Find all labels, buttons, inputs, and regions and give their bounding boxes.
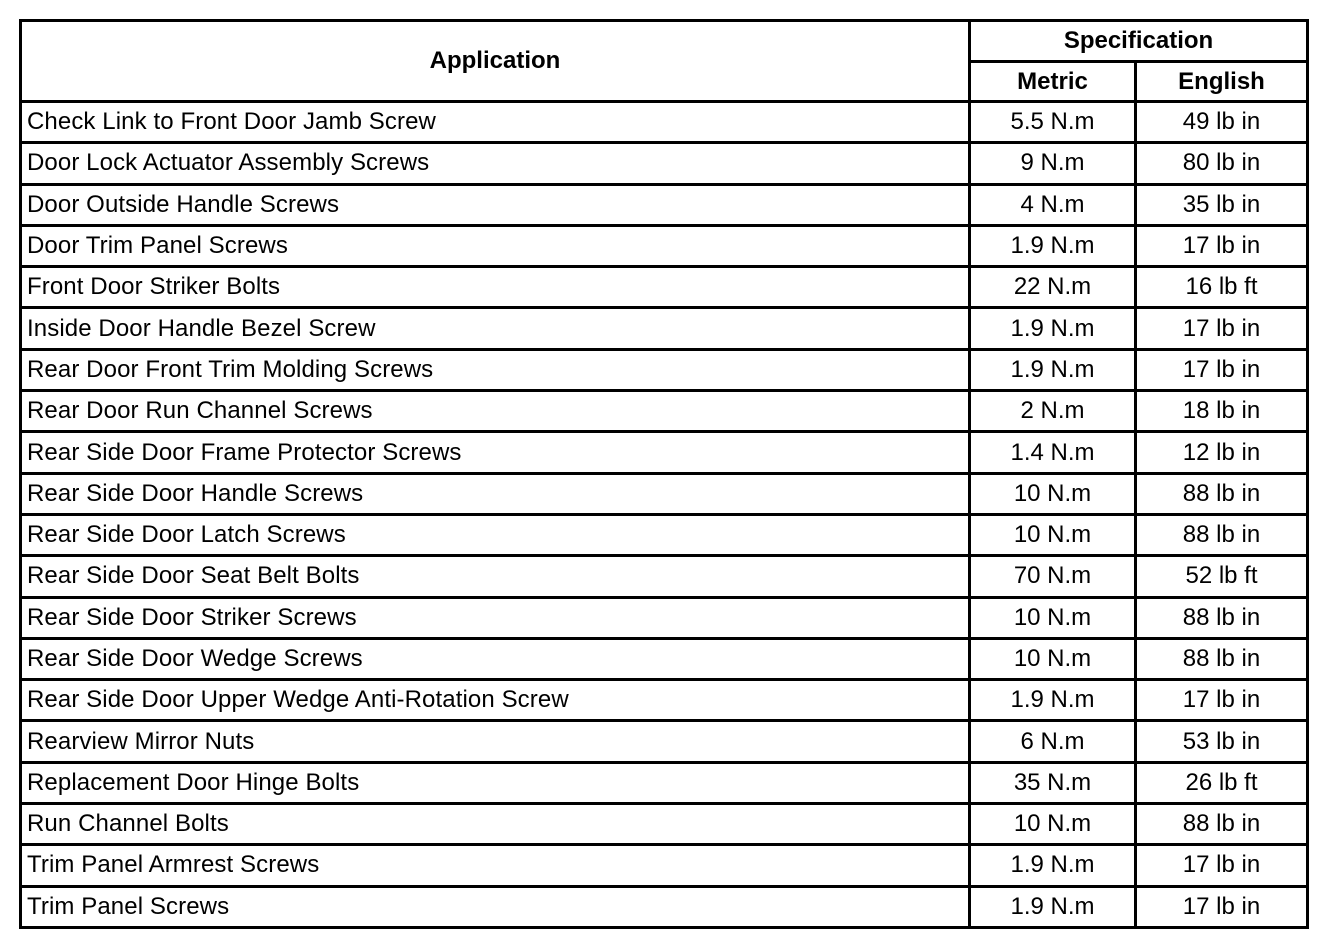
- metric-value-cell: 1.9 N.m: [970, 225, 1136, 266]
- english-value-cell: 17 lb in: [1136, 680, 1308, 721]
- table-row: [21, 143, 1308, 184]
- specification-column-header: Specification: [970, 21, 1308, 62]
- table-row: [21, 267, 1308, 308]
- application-cell: Rear Side Door Wedge Screws: [21, 638, 970, 679]
- metric-value-cell: 9 N.m: [970, 143, 1136, 184]
- application-cell: Rear Side Door Upper Wedge Anti-Rotation Screw: [21, 680, 970, 721]
- table-row: [21, 721, 1308, 762]
- metric-value-cell: 10 N.m: [970, 638, 1136, 679]
- english-value-cell: 88 lb in: [1136, 514, 1308, 555]
- application-cell: Replacement Door Hinge Bolts: [21, 762, 970, 803]
- table-row: [21, 762, 1308, 803]
- application-cell: Run Channel Bolts: [21, 804, 970, 845]
- application-cell: Rearview Mirror Nuts: [21, 721, 970, 762]
- table-row: [21, 473, 1308, 514]
- metric-value-cell: 10 N.m: [970, 597, 1136, 638]
- metric-value-cell: 2 N.m: [970, 391, 1136, 432]
- table-row: [21, 225, 1308, 266]
- table-row: [21, 514, 1308, 555]
- application-cell: Rear Door Run Channel Screws: [21, 391, 970, 432]
- table-row: [21, 597, 1308, 638]
- application-cell: Rear Side Door Frame Protector Screws: [21, 432, 970, 473]
- table-row: [21, 886, 1308, 927]
- application-cell: Rear Side Door Striker Screws: [21, 597, 970, 638]
- metric-value-cell: 1.4 N.m: [970, 432, 1136, 473]
- application-cell: Door Outside Handle Screws: [21, 184, 970, 225]
- torque-specification-table: [19, 19, 1309, 929]
- application-cell: Door Trim Panel Screws: [21, 225, 970, 266]
- application-cell: Door Lock Actuator Assembly Screws: [21, 143, 970, 184]
- english-value-cell: 18 lb in: [1136, 391, 1308, 432]
- application-cell: Trim Panel Screws: [21, 886, 970, 927]
- metric-value-cell: 35 N.m: [970, 762, 1136, 803]
- application-cell: Rear Side Door Seat Belt Bolts: [21, 556, 970, 597]
- table-row: [21, 102, 1308, 143]
- application-cell: Rear Side Door Handle Screws: [21, 473, 970, 514]
- metric-value-cell: 10 N.m: [970, 473, 1136, 514]
- metric-value-cell: 1.9 N.m: [970, 308, 1136, 349]
- metric-value-cell: 1.9 N.m: [970, 349, 1136, 390]
- table-row: [21, 184, 1308, 225]
- english-value-cell: 26 lb ft: [1136, 762, 1308, 803]
- metric-value-cell: 5.5 N.m: [970, 102, 1136, 143]
- application-cell: Check Link to Front Door Jamb Screw: [21, 102, 970, 143]
- table-row: [21, 391, 1308, 432]
- english-value-cell: 49 lb in: [1136, 102, 1308, 143]
- english-value-cell: 80 lb in: [1136, 143, 1308, 184]
- english-value-cell: 12 lb in: [1136, 432, 1308, 473]
- metric-value-cell: 4 N.m: [970, 184, 1136, 225]
- header-row-top: [21, 21, 1308, 62]
- english-value-cell: 17 lb in: [1136, 308, 1308, 349]
- metric-value-cell: 10 N.m: [970, 804, 1136, 845]
- table-header: [21, 21, 1308, 102]
- application-cell: Inside Door Handle Bezel Screw: [21, 308, 970, 349]
- english-value-cell: 17 lb in: [1136, 886, 1308, 927]
- english-value-cell: 53 lb in: [1136, 721, 1308, 762]
- english-value-cell: 17 lb in: [1136, 349, 1308, 390]
- application-cell: Front Door Striker Bolts: [21, 267, 970, 308]
- english-value-cell: 88 lb in: [1136, 638, 1308, 679]
- application-cell: Rear Door Front Trim Molding Screws: [21, 349, 970, 390]
- metric-value-cell: 6 N.m: [970, 721, 1136, 762]
- english-value-cell: 16 lb ft: [1136, 267, 1308, 308]
- english-value-cell: 88 lb in: [1136, 597, 1308, 638]
- metric-value-cell: 1.9 N.m: [970, 886, 1136, 927]
- english-value-cell: 52 lb ft: [1136, 556, 1308, 597]
- table-row: [21, 638, 1308, 679]
- english-column-header: English: [1136, 62, 1308, 102]
- metric-value-cell: 1.9 N.m: [970, 680, 1136, 721]
- table-body: [21, 102, 1308, 928]
- metric-column-header: Metric: [970, 62, 1136, 102]
- metric-value-cell: 22 N.m: [970, 267, 1136, 308]
- english-value-cell: 88 lb in: [1136, 804, 1308, 845]
- application-cell: Trim Panel Armrest Screws: [21, 845, 970, 886]
- table-row: [21, 680, 1308, 721]
- metric-value-cell: 70 N.m: [970, 556, 1136, 597]
- metric-value-cell: 10 N.m: [970, 514, 1136, 555]
- metric-value-cell: 1.9 N.m: [970, 845, 1136, 886]
- table-row: [21, 349, 1308, 390]
- application-cell: Rear Side Door Latch Screws: [21, 514, 970, 555]
- application-column-header: Application: [21, 21, 970, 102]
- table-row: [21, 432, 1308, 473]
- table-row: [21, 804, 1308, 845]
- table-row: [21, 556, 1308, 597]
- english-value-cell: 17 lb in: [1136, 845, 1308, 886]
- table-row: [21, 308, 1308, 349]
- english-value-cell: 17 lb in: [1136, 225, 1308, 266]
- english-value-cell: 35 lb in: [1136, 184, 1308, 225]
- english-value-cell: 88 lb in: [1136, 473, 1308, 514]
- table-row: [21, 845, 1308, 886]
